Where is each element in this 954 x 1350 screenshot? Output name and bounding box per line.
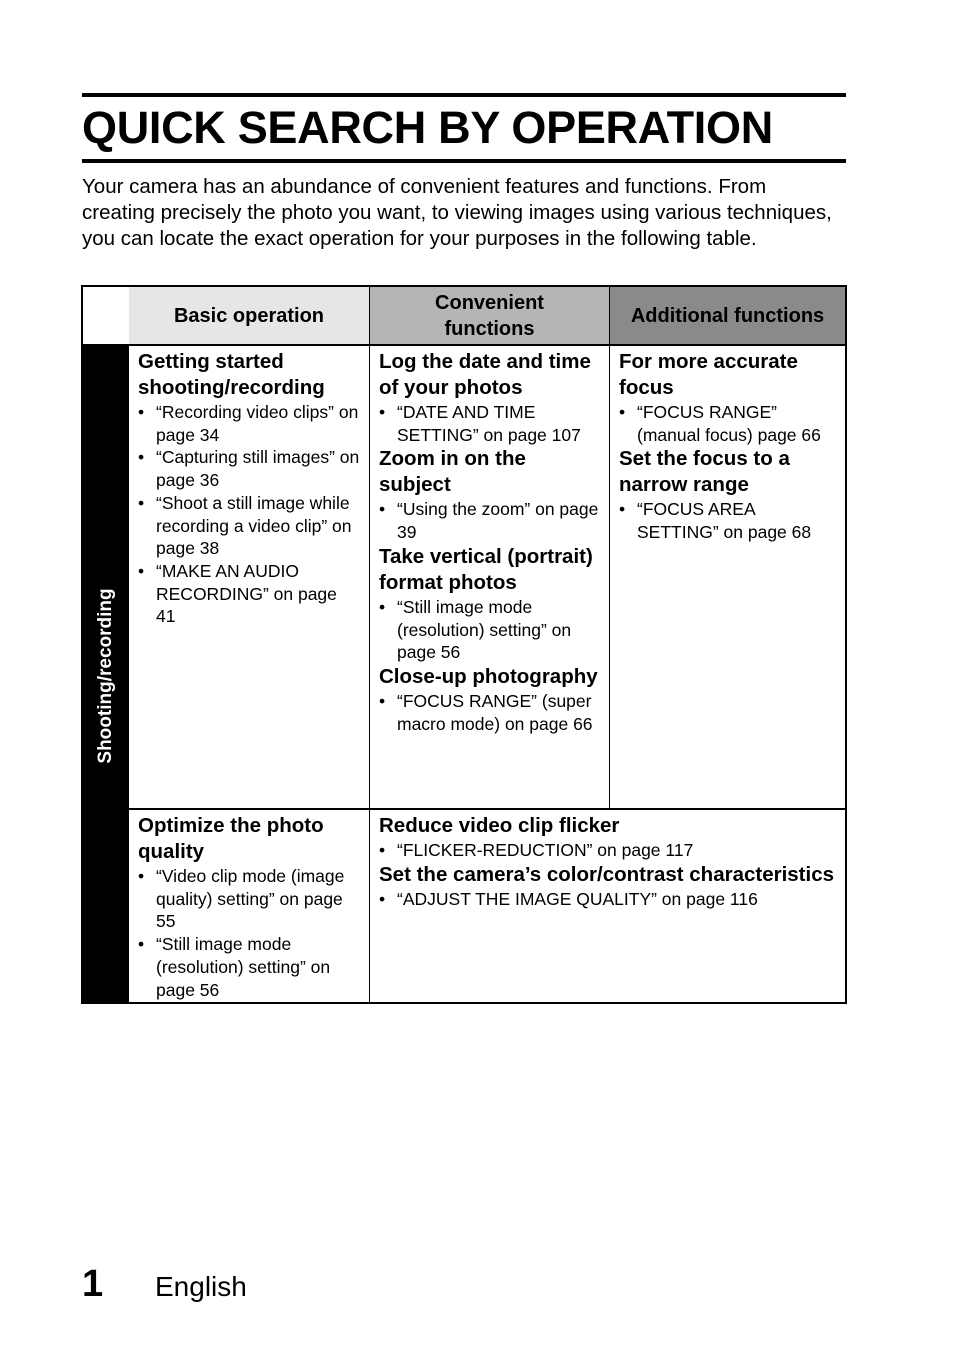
reference-item: • “FOCUS RANGE” (super macro mode) on page 66 (379, 690, 601, 735)
cell-row2-convenient-additional (369, 810, 845, 1002)
quick-search-table (81, 285, 847, 1004)
page-number: 1 (82, 1263, 104, 1305)
reference-list (379, 401, 601, 446)
feature-heading: Set the camera’s color/contrast characteristics (379, 862, 835, 886)
intro-paragraph: Your camera has an abundance of convenient features and functions. From creating precisely the photo you want, to viewing images using various techniques, you can locate the exact operation for your purposes in the following table. (82, 175, 832, 250)
header-basic-label: Basic operation (173, 304, 325, 327)
reference-item: • “Still image mode (resolution) setting” on page 56 (138, 933, 361, 1001)
feature-heading: Log the date and time of your photos (379, 350, 591, 399)
reference-list (379, 690, 601, 735)
header-convenient-functions (369, 287, 609, 346)
reference-item: • “Using the zoom” on page 39 (379, 498, 601, 543)
feature-heading: Reduce video clip flicker (379, 814, 620, 837)
feature-heading: Set the focus to a narrow range (619, 447, 790, 497)
header-additional-label: Additional functions (630, 304, 825, 327)
reference-item: • “Still image mode (resolution) setting” on page 56 (379, 596, 601, 664)
cell-row1-convenient (369, 346, 609, 810)
reference-item: • “Capturing still images” on page 36 (138, 446, 361, 491)
reference-list (379, 596, 601, 664)
side-category-label: Shooting/recording (95, 588, 116, 764)
table-corner (83, 287, 129, 346)
side-category-bar (83, 346, 129, 1002)
feature-heading: Getting started shooting/recording (138, 350, 325, 399)
page-title: QUICK SEARCH BY OPERATION (82, 102, 773, 153)
feature-heading: Zoom in on the subject (379, 447, 526, 497)
header-additional-functions (609, 287, 845, 346)
feature-heading: Optimize the photo quality (138, 814, 324, 863)
header-convenient-label: Convenient functions (435, 291, 544, 340)
reference-item: • “Video clip mode (image quality) setting” on page 55 (138, 865, 361, 933)
reference-list (379, 839, 837, 862)
feature-heading: Close-up photography (379, 664, 598, 688)
reference-item: • “ADJUST THE IMAGE QUALITY” on page 116 (379, 888, 837, 911)
reference-list (619, 498, 837, 543)
feature-heading: Take vertical (portrait) format photos (379, 544, 593, 594)
reference-item: • “FOCUS RANGE” (manual focus) page 66 (619, 401, 837, 446)
footer-language: English (155, 1271, 247, 1302)
reference-list (138, 401, 361, 628)
reference-list (619, 401, 837, 446)
cell-row1-basic (129, 346, 369, 810)
title-rule-top (82, 93, 846, 97)
reference-item: • “DATE AND TIME SETTING” on page 107 (379, 401, 601, 446)
reference-item: • “Shoot a still image while recording a video clip” on page 38 (138, 492, 361, 560)
reference-item: • “FLICKER-REDUCTION” on page 117 (379, 839, 837, 862)
reference-item: • “Recording video clips” on page 34 (138, 401, 361, 446)
cell-row1-additional (609, 346, 845, 810)
header-basic-operation (129, 287, 369, 346)
cell-row2-basic (129, 810, 369, 1002)
reference-item: • “FOCUS AREA SETTING” on page 68 (619, 498, 837, 543)
reference-list (379, 888, 837, 911)
title-rule-bottom (82, 159, 846, 163)
reference-item: • “MAKE AN AUDIO RECORDING” on page 41 (138, 560, 361, 628)
feature-heading: For more accurate focus (619, 350, 798, 399)
reference-list (379, 498, 601, 543)
reference-list (138, 865, 361, 1001)
